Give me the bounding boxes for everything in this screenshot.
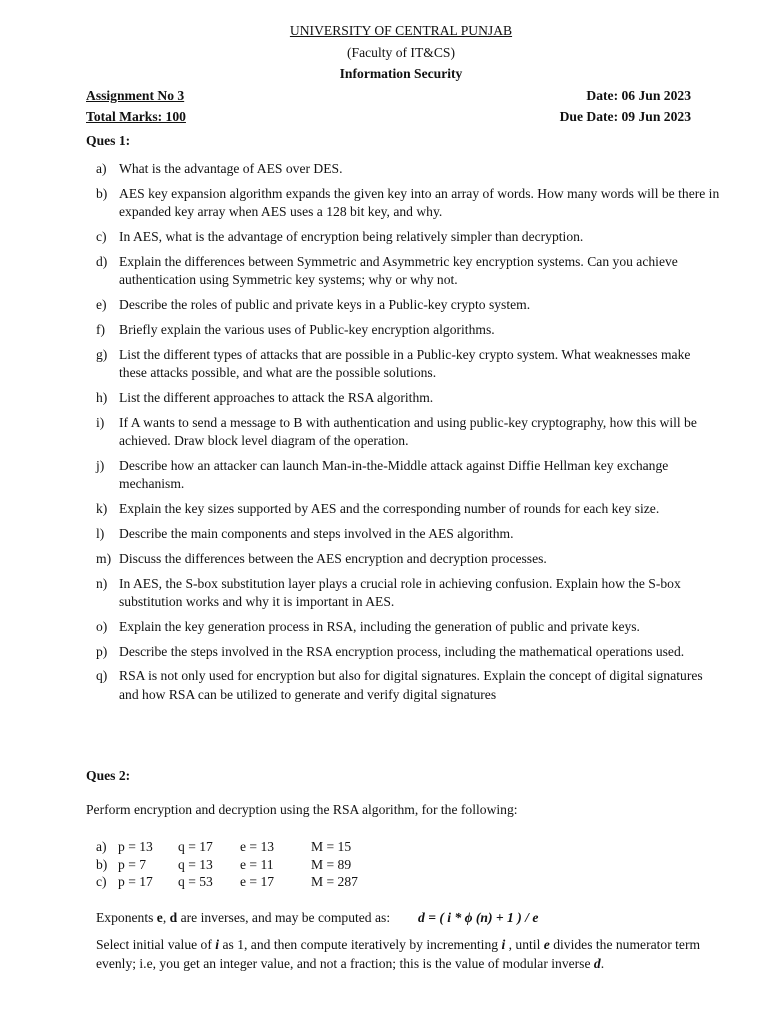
- list-item: [96, 228, 721, 246]
- text-run: divides the numerator term evenly; i.e, you get an integer value, and not a fraction; this is the value of modular inverse: [96, 937, 701, 971]
- problem-q: q = 53: [178, 874, 213, 889]
- faculty-name: (Faculty of IT&CS): [347, 45, 455, 60]
- item-letter: q): [96, 668, 108, 684]
- problem-e: e = 11: [240, 856, 274, 872]
- item-text: Describe the roles of public and private keys in a Public-key crypto system.: [119, 296, 531, 312]
- problem-e: e = 17: [240, 874, 275, 889]
- item-letter: p): [96, 643, 108, 659]
- item-letter: f): [96, 321, 106, 337]
- problem-p: p = 13: [118, 839, 153, 854]
- list-item: [96, 618, 721, 636]
- text-run: Exponents: [96, 910, 157, 925]
- problem-m: M = 15: [311, 839, 352, 854]
- item-text: Explain the key sizes supported by AES and the corresponding number of rounds for each key size.: [119, 500, 660, 516]
- item-letter: m): [96, 550, 112, 566]
- list-item: [96, 667, 721, 703]
- item-text: In AES, the S-box substitution layer plays a crucial role in achieving confusion. Explain how the S-box substitution works and why it is important in AES.: [119, 575, 681, 609]
- text-run: are inverses, and may be computed as:: [177, 910, 391, 925]
- item-letter: k): [96, 500, 108, 516]
- list-item: [96, 414, 721, 450]
- problem-letter: c): [96, 874, 107, 889]
- question-1-list: [96, 160, 721, 711]
- item-letter: e): [96, 296, 107, 312]
- item-text: AES key expansion algorithm expands the given key into an array of words. How many words will be there in expanded key array when AES uses a 128 bit key, and why.: [119, 185, 720, 220]
- variable-i: i: [215, 937, 220, 952]
- list-item: [96, 500, 721, 518]
- item-letter: i): [96, 414, 105, 430]
- university-name: UNIVERSITY OF CENTRAL PUNJAB: [289, 23, 513, 38]
- problem-p: p = 17: [118, 874, 153, 889]
- problem-m: M = 89: [311, 856, 352, 872]
- text-run: ,: [162, 910, 170, 925]
- item-text: Explain the key generation process in RSA, including the generation of public and private keys.: [119, 618, 640, 634]
- text-run: .: [600, 955, 605, 971]
- item-letter: o): [96, 618, 108, 634]
- question-1-heading: Ques 1:: [86, 133, 131, 148]
- text-run: Select initial value of: [96, 937, 216, 952]
- total-marks: Total Marks: 100: [86, 109, 186, 124]
- list-item: [96, 643, 721, 661]
- item-text: Describe the main components and steps involved in the AES algorithm.: [119, 525, 514, 541]
- item-text: What is the advantage of AES over DES.: [119, 161, 343, 176]
- problem-p: p = 7: [118, 856, 147, 872]
- list-item: [96, 160, 721, 178]
- item-text: Briefly explain the various uses of Public-key encryption algorithms.: [119, 321, 495, 337]
- modular-inverse-formula: d = ( i * ϕ (n) + 1 ) / e: [418, 910, 539, 925]
- course-title: Information Security: [339, 66, 463, 81]
- variable-d: d: [593, 955, 601, 971]
- list-item: [96, 525, 721, 543]
- item-text: Describe how an attacker can launch Man-in-the-Middle attack against Diffie Hellman key exchange mechanism.: [119, 457, 669, 492]
- item-text: If A wants to send a message to B with authentication and using public-key cryptography, how this will be achieved. Draw block level diagram of the operation.: [119, 414, 697, 448]
- text-run: as 1, and then compute iteratively by incrementing: [219, 937, 502, 952]
- problem-q: q = 17: [178, 839, 213, 854]
- item-letter: d): [96, 253, 108, 269]
- list-item: [96, 389, 721, 407]
- iteration-instructions: [96, 936, 706, 973]
- problem-q: q = 13: [178, 856, 213, 872]
- problem-letter: b): [96, 856, 108, 872]
- list-item: [96, 321, 721, 339]
- list-item: [96, 457, 721, 493]
- variable-i: i: [501, 937, 506, 952]
- item-letter: n): [96, 575, 108, 591]
- issue-date: Date: 06 Jun 2023: [586, 88, 691, 103]
- item-letter: a): [96, 161, 107, 176]
- item-text: Discuss the differences between the AES encryption and decryption processes.: [119, 550, 547, 566]
- problem-letter: a): [96, 839, 107, 854]
- exponents-note: [96, 910, 390, 926]
- variable-e: e: [156, 910, 163, 925]
- item-letter: j): [96, 457, 105, 473]
- variable-d: d: [169, 910, 178, 925]
- item-text: In AES, what is the advantage of encryption being relatively simpler than decryption.: [119, 228, 584, 244]
- list-item: [96, 253, 721, 289]
- due-date: Due Date: 09 Jun 2023: [559, 109, 691, 124]
- item-letter: b): [96, 185, 108, 201]
- item-letter: c): [96, 228, 107, 244]
- list-item: [96, 575, 721, 611]
- question-2-intro: Perform encryption and decryption using the RSA algorithm, for the following:: [86, 802, 518, 817]
- item-text: RSA is not only used for encryption but also for digital signatures. Explain the concept of digital signatures and how RSA can be utilized to generate and verify digital signatures: [119, 668, 703, 702]
- list-item: [96, 185, 721, 221]
- problem-e: e = 13: [240, 839, 275, 854]
- item-text: Explain the differences between Symmetric and Asymmetric key encryption systems. Can you achieve authentication using Symmetric key systems; why or why not.: [119, 253, 678, 288]
- item-letter: g): [96, 346, 108, 362]
- variable-e: e: [543, 937, 550, 952]
- list-item: [96, 550, 721, 568]
- item-text: List the different approaches to attack the RSA algorithm.: [119, 389, 434, 405]
- item-letter: l): [96, 525, 105, 541]
- item-letter: h): [96, 389, 108, 405]
- question-2-heading: Ques 2:: [86, 768, 131, 783]
- list-item: [96, 296, 721, 314]
- text-run: , until: [505, 937, 544, 952]
- assignment-number: Assignment No 3: [86, 88, 185, 103]
- item-text: List the different types of attacks that are possible in a Public-key crypto system. What weaknesses make these attacks possible, and what are the possible solutions.: [119, 346, 691, 380]
- problem-m: M = 287: [311, 874, 358, 889]
- item-text: Describe the steps involved in the RSA encryption process, including the mathematical operations used.: [119, 643, 685, 659]
- list-item: [96, 346, 721, 382]
